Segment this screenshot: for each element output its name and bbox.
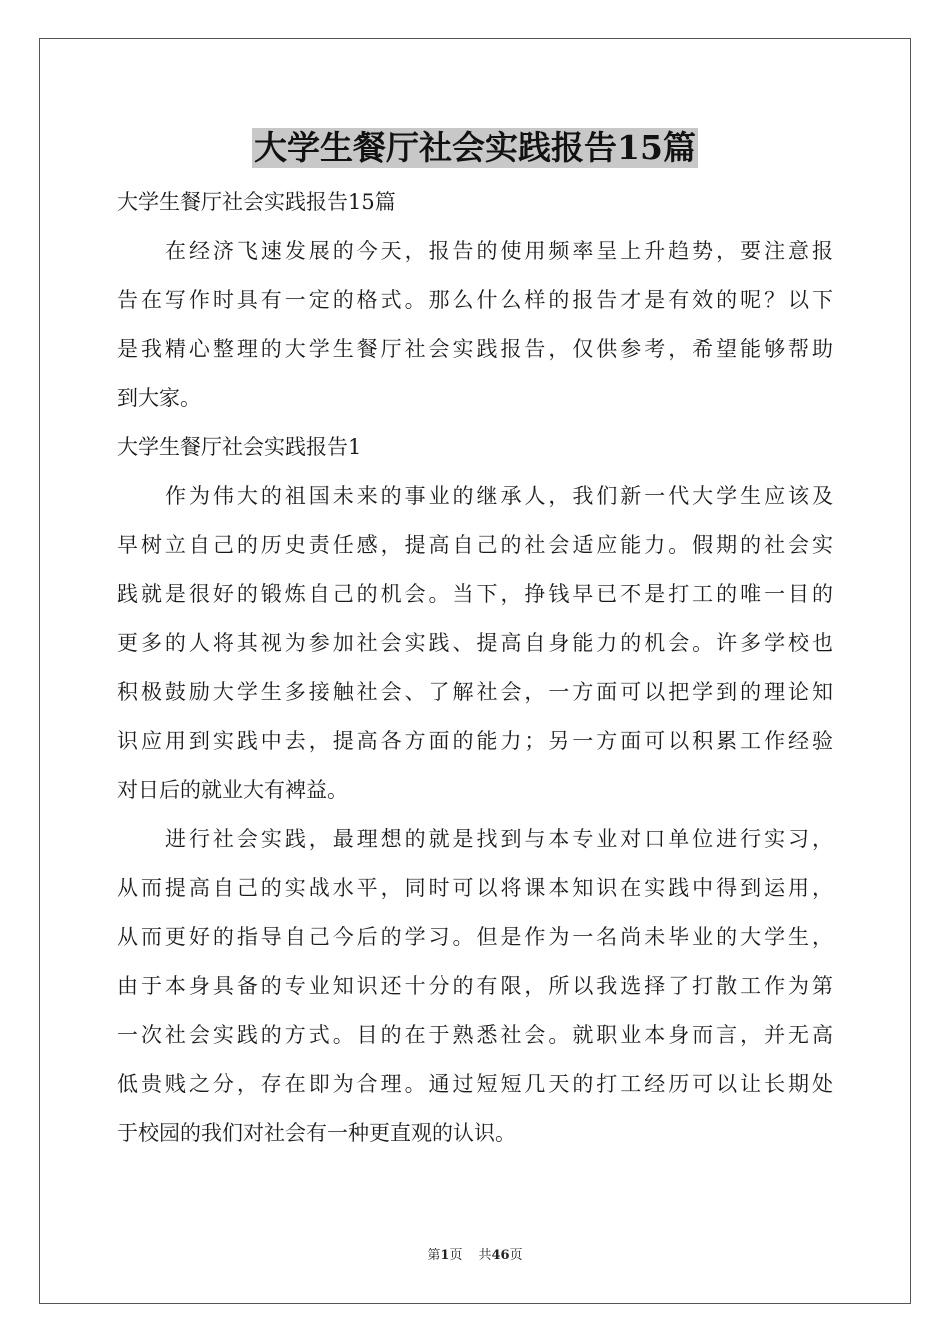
paragraph-line: 从而更好的指导自己今后的学习。但是作为一名尚未毕业的大学生， [117,925,833,949]
page-footer [0,1247,950,1265]
paragraph-line: 于校园的我们对社会有一种更直观的认识。 [117,1121,516,1145]
body-paragraph-2 [117,815,833,1158]
page-suffix: 页 [449,1248,463,1263]
paragraph-line: 践就是很好的锻炼自己的机会。当下，挣钱早已不是打工的唯一目的 [117,582,833,606]
paragraph-line: 一次社会实践的方式。目的在于熟悉社会。就职业本身而言，并无高 [117,1023,833,1047]
total-prefix: 共 [478,1248,492,1263]
document-title-text: 大学生餐厅社会实践报告15篇 [254,128,696,167]
document-body [117,178,833,1158]
body-paragraph-1 [117,472,833,815]
paragraph-line: 由于本身具备的专业知识还十分的有限，所以我选择了打散工作为第 [117,974,833,998]
total-page-count: 46 [491,1248,510,1263]
current-page-number: 1 [440,1248,450,1263]
intro-line: 到大家。 [117,386,201,410]
paragraph-line: 低贵贱之分，存在即为合理。通过短短几天的打工经历可以让长期处 [117,1072,833,1096]
paragraph-line: 更多的人将其视为参加社会实践、提高自身能力的机会。许多学校也 [117,631,833,655]
paragraph-line: 进行社会实践，最理想的就是找到与本专业对口单位进行实习， [165,827,833,851]
paragraph-line: 从而提高自己的实战水平，同时可以将课本知识在实践中得到运用， [117,876,833,900]
section-heading: 大学生餐厅社会实践报告1 [117,435,362,459]
paragraph-line: 识应用到实践中去，提高各方面的能力；另一方面可以积累工作经验 [117,729,833,753]
paragraph-line: 对日后的就业大有裨益。 [117,778,348,802]
intro-line: 是我精心整理的大学生餐厅社会实践报告，仅供参考，希望能够帮助 [117,337,833,361]
paragraph-line: 早树立自己的历史责任感，提高自己的社会适应能力。假期的社会实 [117,533,833,557]
document-subtitle: 大学生餐厅社会实践报告15篇 [117,190,396,214]
intro-line: 告在写作时具有一定的格式。那么什么样的报告才是有效的呢？以下 [117,288,833,312]
paragraph-line: 积极鼓励大学生多接触社会、了解社会，一方面可以把学到的理论知 [117,680,833,704]
document-title [0,128,950,168]
intro-line: 在经济飞速发展的今天，报告的使用频率呈上升趋势，要注意报 [165,239,833,263]
paragraph-line: 作为伟大的祖国未来的事业的继承人，我们新一代大学生应该及 [165,484,833,508]
page-prefix: 第 [427,1248,441,1263]
total-suffix: 页 [509,1248,523,1263]
intro-paragraph [117,227,833,423]
